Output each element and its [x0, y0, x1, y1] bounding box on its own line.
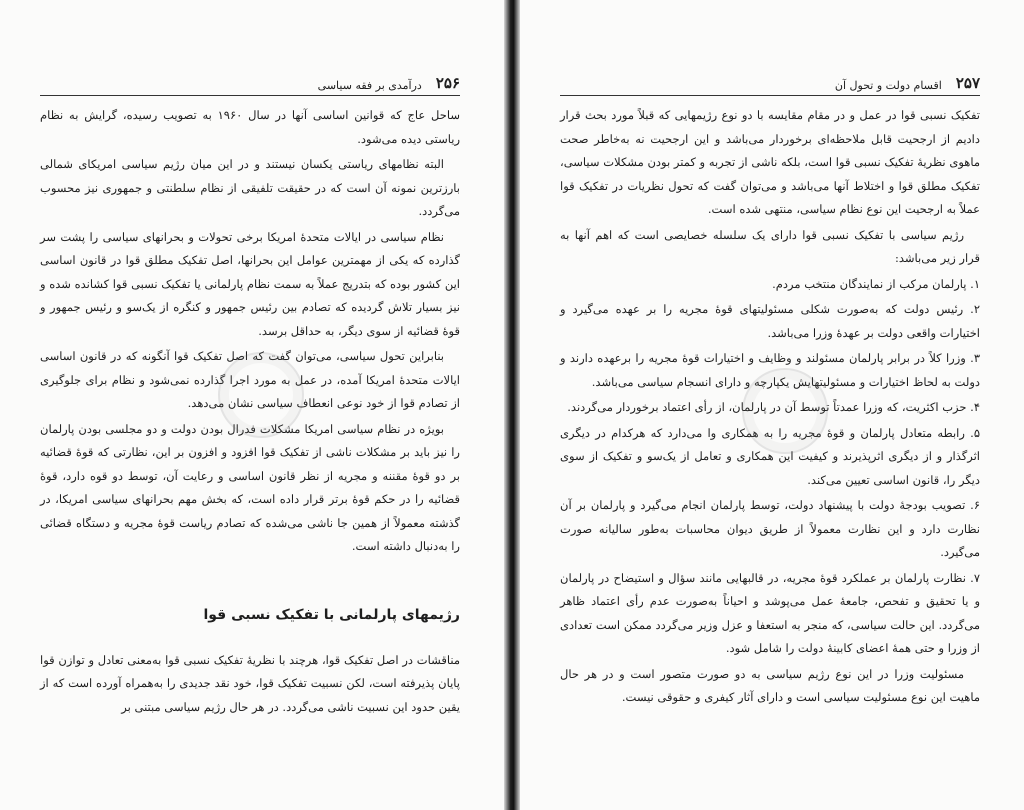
book-gutter: [504, 0, 520, 810]
right-running-head: [560, 68, 980, 96]
list-item: ۳. وزرا کلاً در برابر پارلمان مسئولند و وظایف و اختیارات قوهٔ مجریه را برعهده دارند و دولت به لحاظ اختیارات و مسئولیتهایش یکپارچه و دارای انسجام سیاسی می‌باشد.: [560, 351, 980, 389]
list-item: ۴. حزب اکثریت، که وزرا عمدتاً توسط آن در پارلمان، از رأی اعتماد برخوردار می‌گردند.: [567, 400, 980, 414]
list-item: ۵. رابطه متعادل پارلمان و قوهٔ مجریه را به همکاری وا می‌دارد که هرکدام در دیگری اثرگذار و از دیگری اثرپذیرند و کیفیت این همکاری و تعامل از یک‌سو و تفکیک از سوی دیگر را، قانون اساسی تعیین می‌کند.: [560, 425, 980, 487]
running-title: درآمدی بر فقه سیاسی: [317, 79, 422, 92]
list-item: ۲. رئیس دولت که به‌صورت شکلی مسئولیتهای قوهٔ مجریه را بر عهده می‌گیرد و اختیارات واقعی دولت بر عهدهٔ وزرا می‌باشد.: [560, 302, 980, 340]
paragraph: بویژه در نظام سیاسی امریکا مشکلات فدرال بودن دولت و دو مجلسی بودن پارلمان را نیز باید بر مشکلات ناشی از تفکیک قوا افزود و افزون بر این، نظارتی که قوهٔ قضائیه بر دو قوهٔ مقننه و مجریه از نظر قانون اساسی و رعایت آن، توسط دو قوه دارد، قوهٔ قضائیه را در حکم قوهٔ برتر قرار داده است، که بخش مهم بحرانهای سیاسی امریکا، در گذشته معمولاً از همین جا ناشی می‌شده که تصادم ریاست قوهٔ مجریه و دستگاه قضائی را به‌دنبال داشته است.: [40, 421, 460, 553]
paragraph: ساحل عاج که قوانین اساسی آنها در سال ۱۹۶۰ به تصویب رسیده، گرایش به نظام ریاستی دیده می‌شود.: [40, 108, 460, 146]
running-title: اقسام دولت و تحول آن: [834, 79, 942, 92]
paragraph: مناقشات در اصل تفکیک قوا، هرچند با نظریهٔ تفکیک نسبی قوا به‌معنی تعادل و توازن قوا پایان پذیرفته است، لکن نسبیت تفکیک قوا، خود نقد جدیدی را به‌همراه آورده است که از یقین حدود این نسبیت ناشی می‌گردد. در هر حال رژیم سیاسی مبتنی بر: [40, 652, 460, 714]
paragraph: مسئولیت وزرا در این نوع رژیم سیاسی به دو صورت متصور است و در هر حال ماهیت این نوع مسئولیت سیاسی است و دارای آثار کیفری و حقوقی نیست.: [560, 666, 980, 704]
left-page: [0, 0, 504, 810]
paragraph: البته نظامهای ریاستی یکسان نیستند و در این میان رژیم سیاسی امریکای شمالی بارزترین نمونه آن است که در حقیقت تلفیقی از نظام سلطنتی و جمهوری نیز محسوب می‌گردد.: [40, 157, 460, 218]
left-body-text: [40, 104, 460, 721]
page-number: ۲۵۷: [955, 74, 980, 92]
right-body-text: [560, 104, 980, 712]
paragraph: رژیم سیاسی با تفکیک نسبی قوا دارای یک سلسله خصایصی است که اهم آنها به قرار زیر می‌باشد:: [560, 227, 980, 265]
page-number: ۲۵۶: [435, 74, 460, 92]
paragraph: نظام سیاسی در ایالات متحدهٔ امریکا برخی تحولات و بحرانهای سیاسی را پشت سر گذارده که یکی از مهمترین عوامل این بحرانها، اصل تفکیک مطلق قوا در قانون اساسی این کشور بوده که بتدریج عملاً به سمت نظام پارلمانی یا تفکیک نسبی قوا کشانده شده و نیز بسیار تلاش گردیده که تصادم بین رئیس جمهور و کنگره از یک‌سو و رئیس جمهور و قوهٔ قضائیه از سوی دیگر، به حداقل برسد.: [40, 229, 460, 338]
section-heading: رژیمهای پارلمانی با تفکیک نسبی قوا: [203, 606, 460, 623]
left-running-head: [40, 68, 460, 96]
list-item: ۷. نظارت پارلمان بر عملکرد قوهٔ مجریه، در قالبهایی مانند سؤال و استیضاح در پارلمان و یا تحقیق و تفحص، جامعهٔ عمل می‌پوشد و احیاناً به‌صورت عدم رأی اعتماد ظاهر می‌گردد. این حالت سیاسی، که منجر به استعفا و عزل وزیر می‌گردد ممکن است تعدادی از وزرا و حتی همهٔ اعضای کابینهٔ دولت را شامل شود.: [560, 570, 980, 655]
paragraph: تفکیک نسبی قوا در عمل و در مقام مقایسه با دو نوع رژیمهایی که قبلاً مورد بحث قرار دادیم از ارجحیت قابل ملاحظه‌ای برخوردار می‌باشد و این ارجحیت نه به‌خاطر صحت ماهوی نظریهٔ تفکیک نسبی قوا است، بلکه ناشی از تجربه و کمتر بودن مشکلات سیاسی، تفکیک مطلق قوا و اختلاط آنها می‌باشد و می‌توان گفت که تحول نظریات در تفکیک قوا عملاً به ارجحیت این نوع نظام سیاسی، منتهی شده است.: [560, 108, 980, 216]
right-page: [520, 0, 1024, 810]
list-item: ۶. تصویب بودجهٔ دولت با پیشنهاد دولت، توسط پارلمان انجام می‌گیرد و پارلمان بر آن نظارت دارد و این نظارت معمولاً از طریق دیوان محاسبات به‌طور سالیانه صورت می‌گیرد.: [560, 498, 980, 559]
paragraph: بنابراین تحول سیاسی، می‌توان گفت که اصل تفکیک قوا آنگونه که در قانون اساسی ایالات متحدهٔ امریکا آمده، در عمل به مورد اجرا گذارده نمی‌شود و نظام برای جلوگیری از تصادم قوا از خود نوعی انعطاف سیاسی نشان می‌دهد.: [40, 349, 460, 410]
list-item: ۱. پارلمان مرکب از نمایندگان منتخب مردم.: [772, 276, 980, 291]
